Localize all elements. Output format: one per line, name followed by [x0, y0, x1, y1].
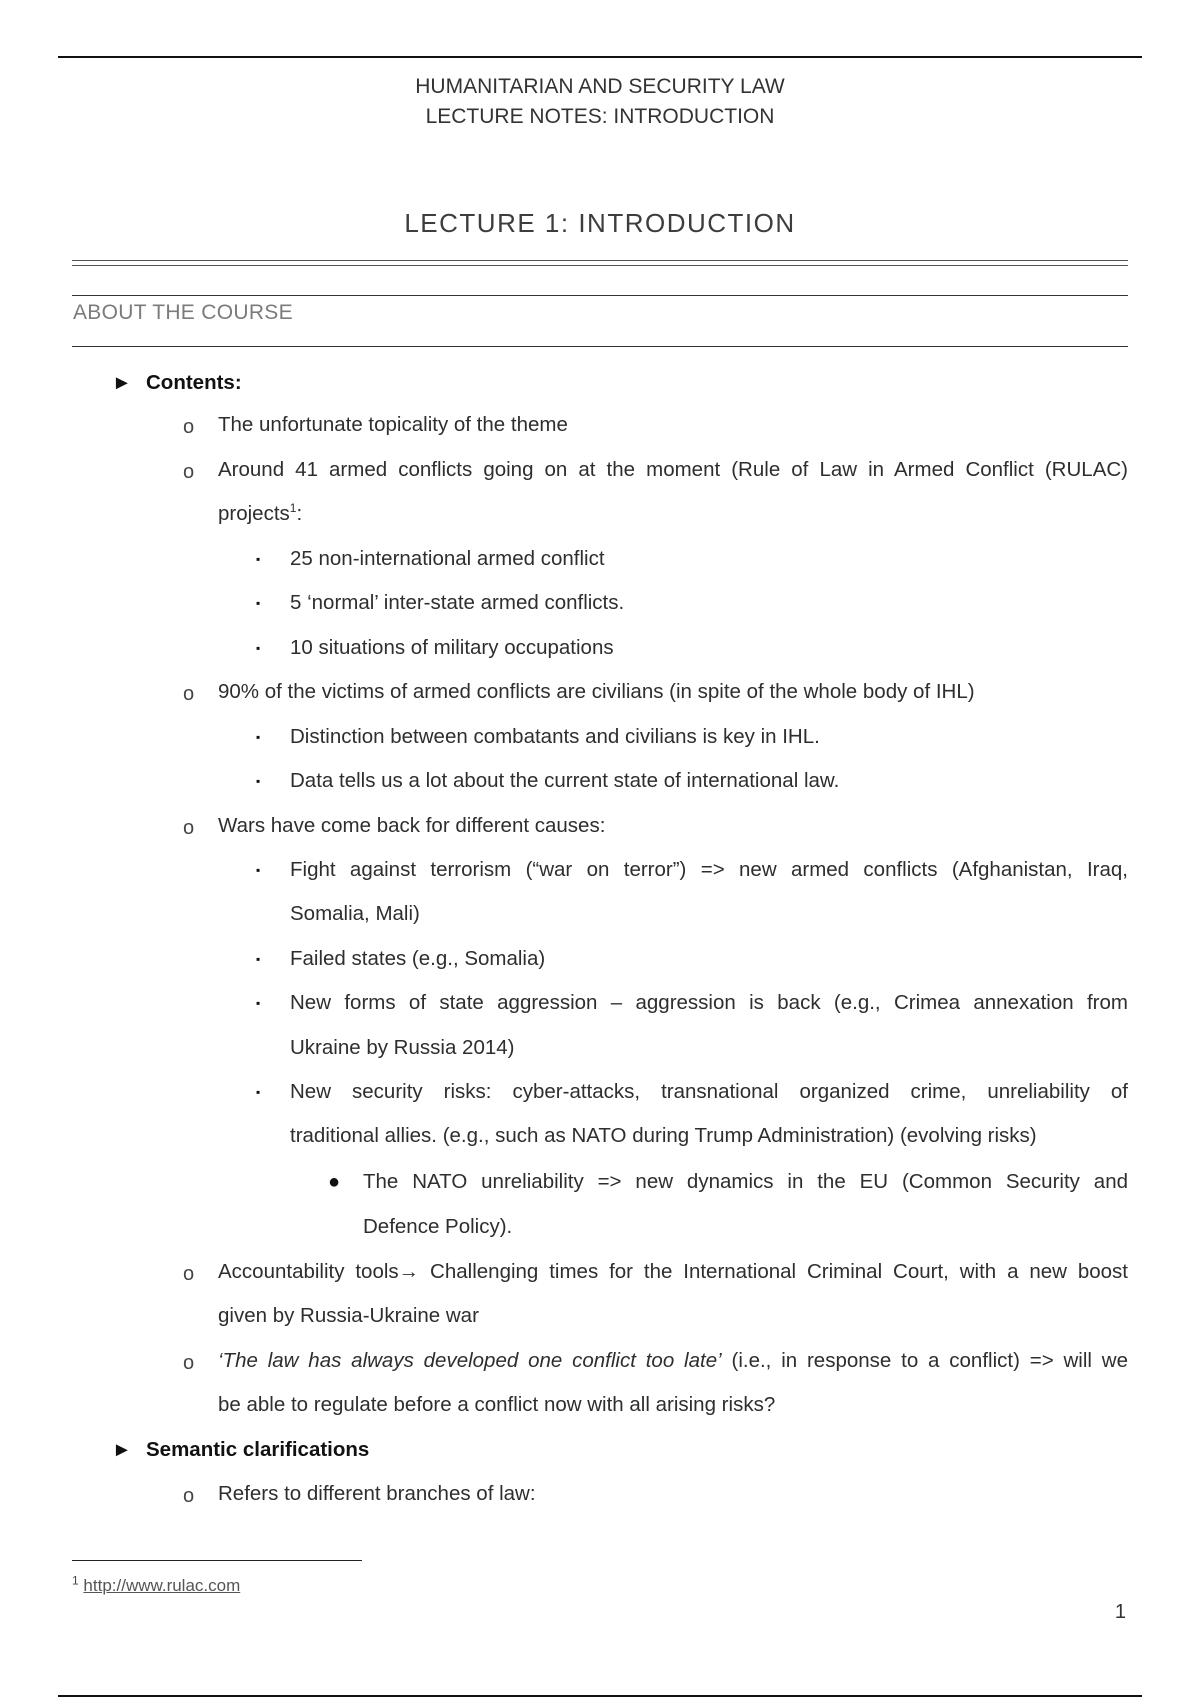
- list-item: Wars have come back for different causes:: [218, 814, 606, 837]
- circle-bullet-icon: o: [183, 683, 195, 705]
- circle-bullet-icon: o: [183, 1263, 195, 1285]
- sub-list-item: Fight against terrorism (“war on terror”) => new armed conflicts (Afghanistan, Iraq,: [290, 858, 1128, 881]
- list-item: [218, 1258, 1128, 1286]
- circle-bullet-icon: o: [183, 1485, 195, 1507]
- list-item: Refers to different branches of law:: [218, 1482, 536, 1505]
- header-line-2: LECTURE NOTES: INTRODUCTION: [425, 105, 775, 128]
- square-bullet-icon: ▪: [256, 996, 261, 1010]
- sub-list-item-continuation: Somalia, Mali): [290, 902, 420, 925]
- footnote-rule: [72, 1560, 362, 1561]
- sub-list-item: 5 ‘normal’ inter-state armed conflicts.: [290, 591, 625, 614]
- section-rule-top: [72, 295, 1128, 296]
- list-item-text: Accountability tools: [218, 1260, 399, 1283]
- sub-list-item-continuation: Ukraine by Russia 2014): [290, 1036, 515, 1059]
- list-item: The unfortunate topicality of the theme: [218, 413, 568, 436]
- sub-list-item: Distinction between combatants and civilians is key in IHL.: [290, 725, 820, 748]
- title-double-rule: [72, 260, 1128, 266]
- square-bullet-icon: ▪: [256, 863, 261, 877]
- footnote: [72, 1573, 241, 1596]
- footnote-link[interactable]: http://www.rulac.com: [83, 1576, 241, 1595]
- page-title: LECTURE 1: INTRODUCTION: [404, 208, 796, 238]
- square-bullet-icon: ▪: [256, 1085, 261, 1099]
- circle-bullet-icon: o: [183, 416, 195, 438]
- circle-bullet-icon: o: [183, 817, 195, 839]
- semantic-label: Semantic clarifications: [146, 1438, 370, 1461]
- square-bullet-icon: ▪: [256, 552, 261, 566]
- sub-list-item: Data tells us a lot about the current state of international law.: [290, 769, 840, 792]
- running-header: [0, 72, 1200, 132]
- list-item: [218, 1347, 1128, 1375]
- sub-list-item: New security risks: cyber-attacks, transnational organized crime, unreliability of: [290, 1080, 1128, 1103]
- list-item-continuation: [218, 500, 302, 528]
- bottom-rule: [58, 1695, 1142, 1697]
- circle-bullet-icon: o: [183, 1352, 195, 1374]
- list-item-text: Challenging times for the International Criminal Court, with a new boost: [419, 1260, 1128, 1283]
- sub-list-item: New forms of state aggression – aggression is back (e.g., Crimea annexation from: [290, 991, 1128, 1014]
- footnote-number: 1: [72, 1573, 79, 1588]
- quote-text: ‘The law has always developed one conflict too late’: [218, 1349, 722, 1372]
- arrow-bullet-icon: ►: [112, 372, 132, 394]
- list-item: 90% of the victims of armed conflicts are civilians (in spite of the whole body of IHL): [218, 680, 975, 703]
- contents-label: Contents:: [146, 371, 242, 394]
- sub-sub-list-item-continuation: Defence Policy).: [363, 1215, 513, 1238]
- list-item-continuation: given by Russia-Ukraine war: [218, 1304, 479, 1327]
- list-item-continuation: be able to regulate before a conflict now with all arising risks?: [218, 1393, 776, 1416]
- sub-list-item: Failed states (e.g., Somalia): [290, 947, 546, 970]
- circle-bullet-icon: o: [183, 461, 195, 483]
- header-line-1: HUMANITARIAN AND SECURITY LAW: [415, 75, 785, 98]
- footnote-reference[interactable]: 1: [289, 501, 297, 516]
- right-arrow-icon: →: [398, 1260, 420, 1283]
- sub-sub-list-item: The NATO unreliability => new dynamics in the EU (Common Security and: [363, 1170, 1128, 1193]
- list-item-colon: :: [296, 502, 303, 525]
- square-bullet-icon: ▪: [256, 641, 261, 655]
- square-bullet-icon: ▪: [256, 730, 261, 744]
- dot-bullet-icon: ●: [328, 1171, 341, 1193]
- list-item-text: projects: [218, 502, 290, 525]
- arrow-bullet-icon: ►: [112, 1439, 132, 1461]
- page-number: 1: [1114, 1601, 1126, 1623]
- square-bullet-icon: ▪: [256, 774, 261, 788]
- list-item-text: (i.e., in response to a conflict) => will we: [721, 1349, 1128, 1372]
- section-rule-bottom: [72, 346, 1128, 347]
- top-rule: [58, 56, 1142, 58]
- square-bullet-icon: ▪: [256, 596, 261, 610]
- square-bullet-icon: ▪: [256, 952, 261, 966]
- sub-list-item: 10 situations of military occupations: [290, 636, 614, 659]
- section-heading: ABOUT THE COURSE: [73, 301, 293, 324]
- sub-list-item-continuation: traditional allies. (e.g., such as NATO during Trump Administration) (evolving risks): [290, 1124, 1037, 1147]
- sub-list-item: 25 non-international armed conflict: [290, 547, 605, 570]
- list-item: Around 41 armed conflicts going on at the moment (Rule of Law in Armed Conflict (RULAC): [218, 458, 1128, 481]
